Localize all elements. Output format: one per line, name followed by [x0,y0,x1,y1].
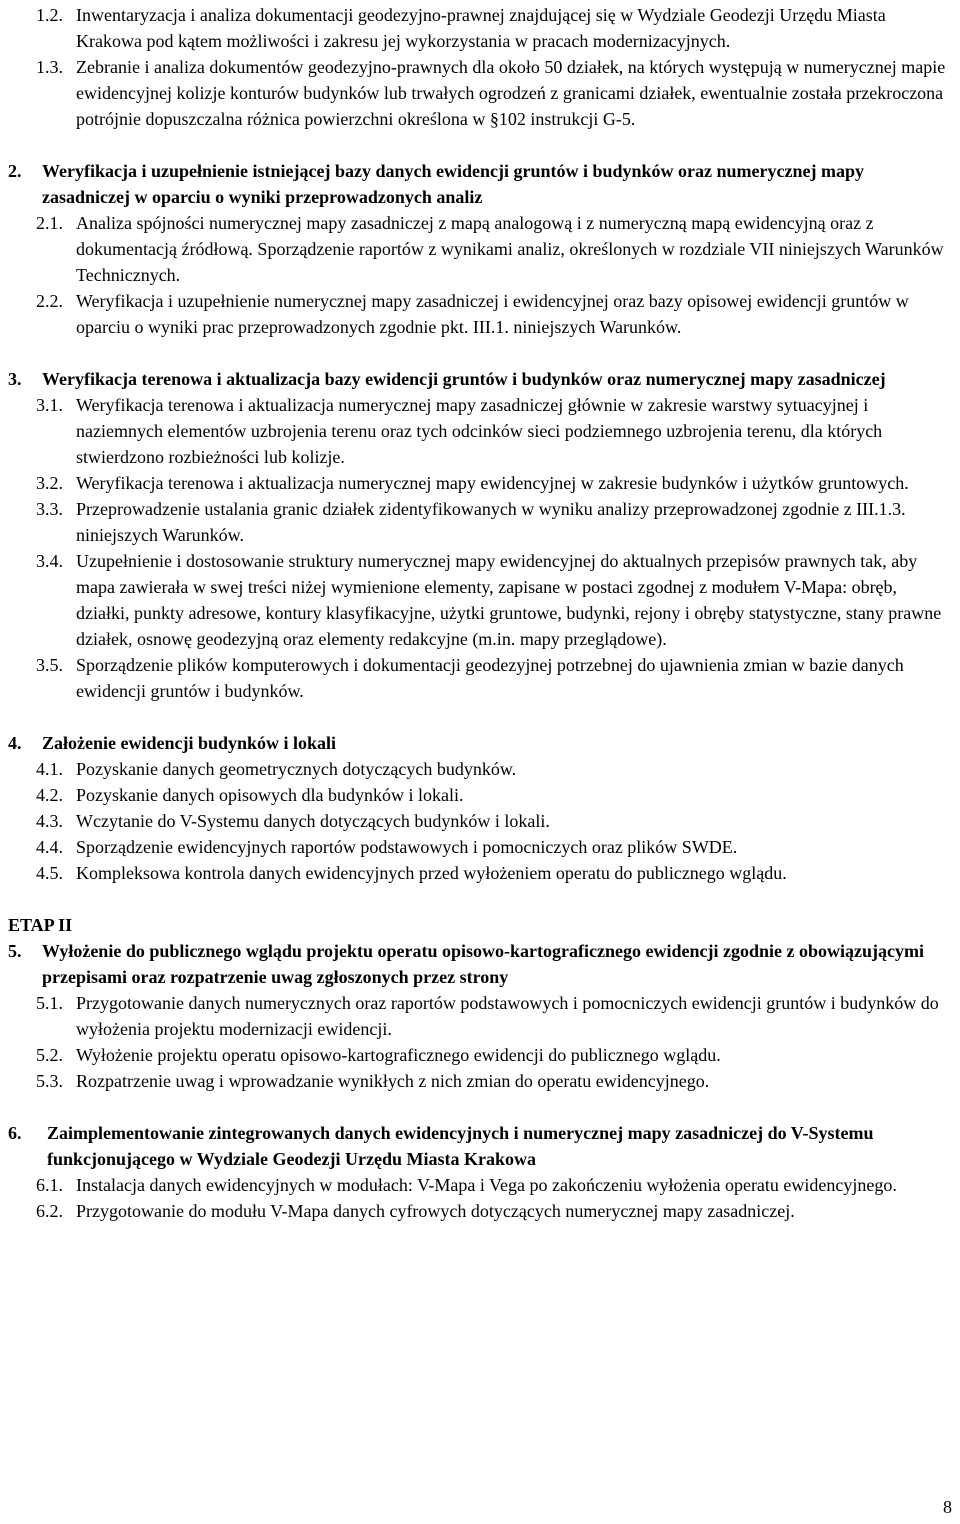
spacer [0,340,952,366]
section-number: 6. [8,1123,22,1143]
list-item-6-1 [0,1172,952,1198]
item-text: Wczytanie do V-Systemu danych dotyczących budynków i lokali. [76,811,550,831]
section-title: Założenie ewidencji budynków i lokali [42,733,337,753]
list-item-5-3 [0,1068,952,1094]
section-title: Zaimplementowanie zintegrowanych danych ewidencyjnych i numerycznej mapy zasadniczej do V-Systemu funkcjonującego w Wydziale Geodezji Urzędu Miasta Krakowa [47,1123,874,1169]
list-item-4-1 [0,756,952,782]
section-number: 2. [8,161,22,181]
item-number: 5.1. [36,993,63,1013]
list-item-1-2 [0,2,952,54]
item-text: Rozpatrzenie uwag i wprowadzanie wynikłych z nich zmian do operatu ewidencyjnego. [76,1071,710,1091]
item-number: 4.2. [36,785,63,805]
item-number: 3.2. [36,473,63,493]
item-number: 6.1. [36,1175,63,1195]
item-number: 4.3. [36,811,63,831]
list-item-2-2 [0,288,952,340]
section-number: 4. [8,733,22,753]
item-text: Przygotowanie do modułu V-Mapa danych cyfrowych dotyczących numerycznej mapy zasadniczej. [76,1201,795,1221]
spacer [0,132,952,158]
list-item-1-3 [0,54,952,132]
item-number: 2.1. [36,213,63,233]
item-text: Przeprowadzenie ustalania granic działek zidentyfikowanych w wyniku analizy przeprowadzonej zgodnie z III.1.3. niniejszych Warunków. [76,499,906,545]
section-heading-5 [0,938,952,990]
item-text: Uzupełnienie i dostosowanie struktury numerycznej mapy ewidencyjnej do aktualnych przepisów prawnych tak, aby mapa zawierała w swej treści niżej wymienione elementy, zapisane w postaci zgodnej z modułem V-Mapa: obręb, działki, punkty adresowe, kontury klasyfikacyjne, użytki gruntowe, budynki, rejony i obręby statystyczne, stany prawne działek, osnowę geodezyjną oraz elementy redakcyjne (m.in. mapy przeglądowe). [76,551,942,649]
list-item-4-3 [0,808,952,834]
item-number: 3.4. [36,551,63,571]
item-text: Zebranie i analiza dokumentów geodezyjno-prawnych dla około 50 działek, na których występują w numerycznej mapie ewidencyjnej kolizje konturów budynków lub trwałych ogrodzeń z granicami działek, ewentualnie została przekroczona potrójnie dopuszczalna różnica powierzchni określona w §102 instrukcji G-5. [76,57,946,129]
item-number: 5.3. [36,1071,63,1091]
list-item-6-2 [0,1198,952,1224]
item-number: 1.3. [36,57,63,77]
section-heading-6 [0,1120,952,1172]
item-number: 3.3. [36,499,63,519]
item-text: Inwentaryzacja i analiza dokumentacji geodezyjno-prawnej znajdującej się w Wydziale Geodezji Urzędu Miasta Krakowa pod kątem możliwości i zakresu jej wykorzystania w pracach modernizacyjnych. [76,5,886,51]
page-number: 8 [943,1497,952,1517]
list-item-4-2 [0,782,952,808]
item-number: 3.5. [36,655,63,675]
section-title: Wyłożenie do publicznego wglądu projektu operatu opisowo-kartograficznego ewidencji zgodnie z obowiązującymi przepisami oraz rozpatrzenie uwag zgłoszonych przez strony [42,941,924,987]
list-item-2-1 [0,210,952,288]
list-item-5-2 [0,1042,952,1068]
item-number: 3.1. [36,395,63,415]
item-text: Sporządzenie ewidencyjnych raportów podstawowych i pomocniczych oraz plików SWDE. [76,837,738,857]
item-text: Pozyskanie danych geometrycznych dotyczących budynków. [76,759,517,779]
item-text: Analiza spójności numerycznej mapy zasadniczej z mapą analogową i z numeryczną mapą ewidencyjną oraz z dokumentacją źródłową. Sporządzenie raportów z wynikami analiz, określonych w rozdziale VII niniejszych Warunków Technicznych. [76,213,944,285]
section-title: Weryfikacja i uzupełnienie istniejącej bazy danych ewidencji gruntów i budynków oraz numerycznej mapy zasadniczej w oparciu o wyniki przeprowadzonych analiz [42,161,864,207]
item-text: Wyłożenie projektu operatu opisowo-kartograficznego ewidencji do publicznego wglądu. [76,1045,721,1065]
item-text: Weryfikacja terenowa i aktualizacja numerycznej mapy zasadniczej głównie w zakresie warstwy sytuacyjnej i naziemnych elementów uzbrojenia terenu oraz tych odcinków sieci podziemnego uzbrojenia terenu, dla których stwierdzono rozbieżności lub kolizje. [76,395,883,467]
item-text: Przygotowanie danych numerycznych oraz raportów podstawowych i pomocniczych ewidencji gruntów i budynków do wyłożenia projektu modernizacji ewidencji. [76,993,939,1039]
list-item-3-2 [0,470,952,496]
item-text: Weryfikacja i uzupełnienie numerycznej mapy zasadniczej i ewidencyjnej oraz bazy opisowej ewidencji gruntów w oparciu o wyniki prac przeprowadzonych zgodnie pkt. III.1. niniejszych Warunków. [76,291,909,337]
item-number: 4.1. [36,759,63,779]
list-item-3-3 [0,496,952,548]
stage-heading: ETAP II [8,915,73,935]
list-item-3-1 [0,392,952,470]
item-number: 4.4. [36,837,63,857]
item-number: 2.2. [36,291,63,311]
spacer [0,886,952,912]
list-item-4-5 [0,860,952,886]
item-number: 6.2. [36,1201,63,1221]
item-number: 5.2. [36,1045,63,1065]
spacer [0,1094,952,1120]
spacer [0,704,952,730]
item-number: 4.5. [36,863,63,883]
list-item-5-1 [0,990,952,1042]
item-number: 1.2. [36,5,63,25]
list-item-3-5 [0,652,952,704]
section-heading-2 [0,158,952,210]
item-text: Instalacja danych ewidencyjnych w modułach: V-Mapa i Vega po zakończeniu wyłożenia operatu ewidencyjnego. [76,1175,897,1195]
item-text: Pozyskanie danych opisowych dla budynków i lokali. [76,785,464,805]
item-text: Sporządzenie plików komputerowych i dokumentacji geodezyjnej potrzebnej do ujawnienia zmian w bazie danych ewidencji gruntów i budynków. [76,655,904,701]
list-item-3-4 [0,548,952,652]
section-title: Weryfikacja terenowa i aktualizacja bazy ewidencji gruntów i budynków oraz numerycznej mapy zasadniczej [42,369,886,389]
section-number: 5. [8,941,22,961]
item-text: Weryfikacja terenowa i aktualizacja numerycznej mapy ewidencyjnej w zakresie budynków i użytków gruntowych. [76,473,909,493]
section-number: 3. [8,369,22,389]
item-text: Kompleksowa kontrola danych ewidencyjnych przed wyłożeniem operatu do publicznego wglądu. [76,863,787,883]
section-heading-3 [0,366,952,392]
section-heading-4 [0,730,952,756]
list-item-4-4 [0,834,952,860]
